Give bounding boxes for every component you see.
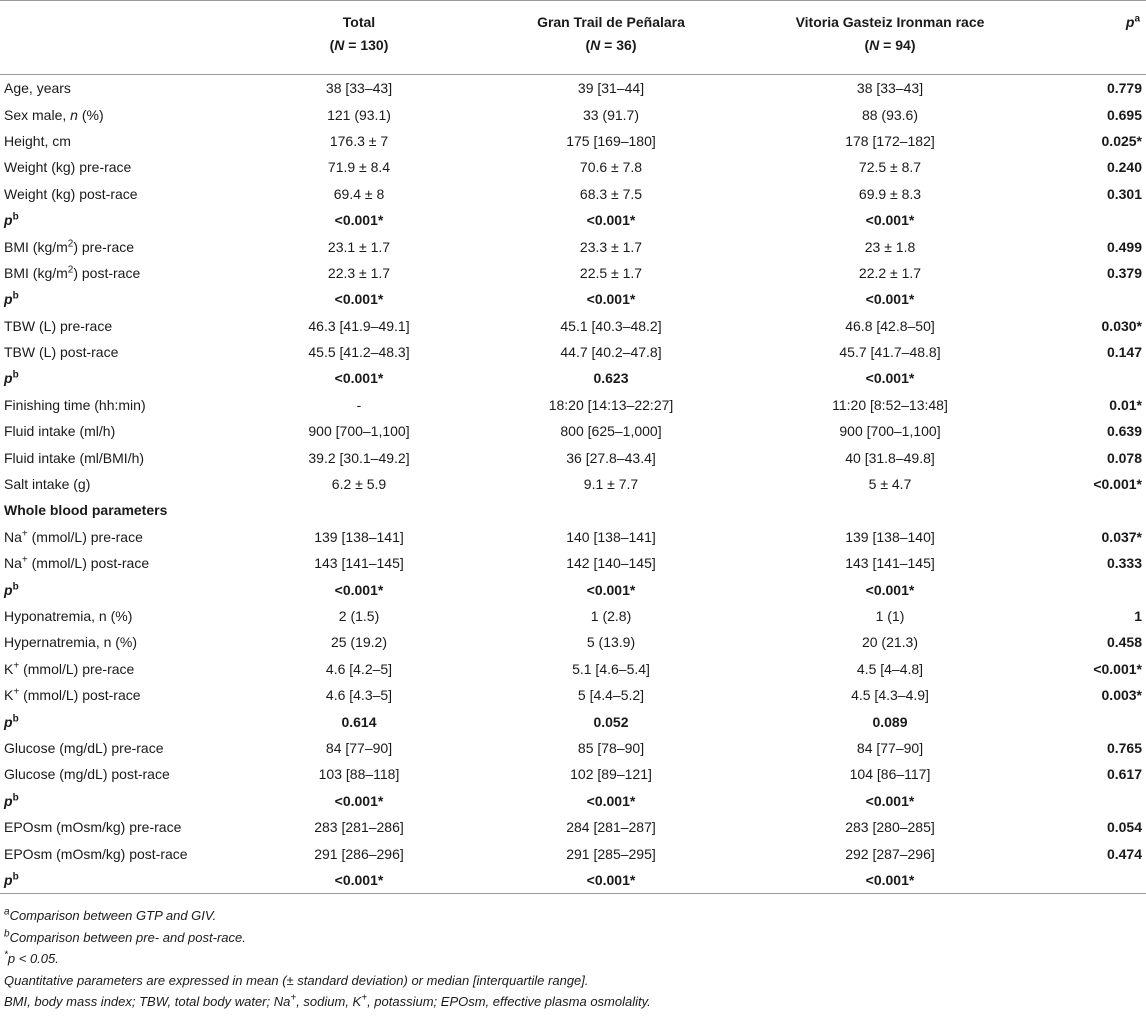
table-row (0, 814, 1146, 840)
cell-p-value: <0.001* (1093, 476, 1142, 493)
table-row (0, 708, 1146, 734)
cell-total: 23.1 ± 1.7 (327, 238, 391, 255)
cell-giv: 5 ± 4.7 (868, 476, 912, 493)
cell-p-value: 0.379 (1106, 264, 1142, 281)
cell-gtp: 9.1 ± 7.7 (583, 476, 639, 493)
footnote-quantitative: Quantitative parameters are expressed in mean (± standard deviation) or median [interquartile range]. (4, 972, 589, 988)
cell-gtp: 23.3 ± 1.7 (579, 238, 643, 255)
row-label: BMI $(kg/m^2)$ post-race (4, 264, 141, 281)
row-label: TBW (L) post-race (4, 344, 119, 361)
cell-p-value (1046, 788, 1146, 814)
cell-gtp: 45.1 [40.3–48.2] (560, 317, 662, 334)
cell-gtp: 5 (13.9) (586, 634, 636, 651)
cell-total: <0.001* (334, 792, 384, 809)
footnote-abbreviations: BMI, body mass index; TBW, total body water; Na+, sodium, K+, potassium; EPOsm, effective plasma osmolality. (4, 992, 651, 1009)
row-label: $p^b$ (4, 290, 19, 308)
row-label: $p^b$ (4, 792, 19, 809)
table-row (0, 735, 1146, 761)
cell-total: 143 [141–145] (314, 555, 404, 572)
cell-giv: 88 (93.6) (861, 106, 919, 123)
cell-p-value (1046, 207, 1146, 233)
table-row (0, 497, 1146, 523)
cell-total: 71.9 ± 8.4 (327, 159, 391, 176)
cell-total: 22.3 ± 1.7 (327, 264, 391, 281)
table-header-row (0, 1, 1146, 75)
cell-gtp: 140 [138–141] (566, 528, 656, 545)
row-label: K+ (mmol/L) post-race (4, 686, 141, 704)
table-row (0, 154, 1146, 180)
row-label: Glucose (mg/dL) pre-race (4, 739, 164, 756)
table-row (0, 233, 1146, 259)
footnote-a: $^a$Comparison between GTP and GIV. (4, 906, 217, 923)
cell-p-value: 0.147 (1106, 344, 1142, 361)
cell-total: 2 (1.5) (338, 608, 380, 624)
cell-giv: 292 [287–296] (845, 845, 935, 862)
cell-p-value: 0.499 (1106, 238, 1142, 255)
cell-total: <0.001* (334, 291, 384, 308)
cell-gtp: 284 [281–287] (566, 819, 656, 836)
cell-total: 900 [700–1,100] (308, 423, 410, 440)
table-row (0, 207, 1146, 233)
header-total: Total (N = 130) (329, 14, 389, 53)
cell-total: - (356, 396, 362, 413)
cell-gtp: <0.001* (586, 871, 636, 888)
cell-p-value: 0.025* (1101, 132, 1142, 149)
table-body (0, 75, 1146, 894)
cell-total: 45.5 [41.2–48.3] (308, 344, 410, 361)
cell-p-value: 0.695 (1106, 106, 1142, 123)
row-label: Na+ (mmol/L) pre-race (4, 528, 143, 545)
cell-giv: 40 [31.8–49.8] (845, 449, 935, 466)
cell-giv: 283 [280–285] (845, 819, 935, 836)
cell-gtp: 70.6 ± 7.8 (579, 159, 643, 176)
row-label: EPOsm (mOsm/kg) post-race (4, 845, 188, 862)
footnote-b: $^b$Comparison between pre- and post-race. (4, 928, 246, 945)
table-row (0, 313, 1146, 339)
cell-total: 121 (93.1) (327, 106, 391, 123)
cell-total: 4.6 [4.2–5] (325, 660, 393, 677)
table-row (0, 788, 1146, 814)
cell-p-value: 0.01* (1109, 396, 1142, 413)
cell-p-value: 0.078 (1106, 449, 1142, 466)
row-label: $p^b$ (4, 871, 19, 888)
cell-giv: 4.5 [4–4.8] (856, 660, 924, 677)
row-label: K+ (mmol/L) pre-race (4, 660, 135, 677)
section-heading: Whole blood parameters (4, 502, 168, 519)
cell-p-value: 0.301 (1106, 185, 1142, 202)
cell-gtp: 291 [285–295] (566, 845, 656, 862)
row-label: Weight (kg) pre-race (4, 159, 132, 176)
cell-p-value: 0.779 (1106, 80, 1142, 97)
cell-p-value: 0.617 (1106, 766, 1142, 783)
table-row (0, 682, 1146, 708)
cell-giv: 22.2 ± 1.7 (858, 264, 922, 281)
table-row (0, 286, 1146, 312)
table-row (0, 365, 1146, 391)
header-p-value: $p^a$ (1125, 13, 1140, 30)
row-label: Age, years (4, 80, 71, 97)
cell-giv: 139 [138–140] (845, 528, 935, 545)
cell-gtp: 0.052 (593, 713, 629, 730)
cell-p-value: 0.765 (1106, 739, 1142, 756)
table-row (0, 576, 1146, 602)
cell-gtp: <0.001* (586, 581, 636, 598)
footnote-significance: *p < 0.05. (4, 949, 59, 966)
cell-total: <0.001* (334, 871, 384, 888)
table-row (0, 181, 1146, 207)
table-row (0, 101, 1146, 127)
cell-p-value: 0.474 (1106, 845, 1142, 862)
row-label: Hyponatremia, n (%) (4, 608, 133, 624)
cell-giv: 11:20 [8:52–13:48] (832, 396, 948, 413)
table-row (0, 471, 1146, 497)
row-label: Sex male, n (%) (4, 106, 104, 123)
row-label: BMI $(kg/m^2)$ pre-race (4, 237, 135, 255)
table-row (0, 75, 1146, 102)
cell-giv: 69.9 ± 8.3 (858, 185, 922, 202)
table-row (0, 418, 1146, 444)
cell-gtp: 0.623 (593, 370, 629, 387)
cell-p-value: <0.001* (1093, 660, 1142, 677)
cell-gtp: <0.001* (586, 212, 636, 229)
table-row (0, 339, 1146, 365)
cell-p-value (1046, 365, 1146, 391)
cell-p-value: 0.333 (1106, 555, 1142, 572)
header-empty (0, 1, 230, 75)
cell-gtp: 5 [4.4–5.2] (577, 687, 645, 704)
cell-gtp: 102 [89–121] (570, 766, 652, 783)
footnotes (4, 905, 651, 1013)
row-label: $p^b$ (4, 211, 19, 229)
cell-gtp: 5.1 [4.6–5.4] (572, 660, 650, 677)
cell-giv: 1 (1) (875, 608, 905, 624)
cell-gtp: 1 (2.8) (590, 608, 632, 624)
header-giv: Vitoria Gasteiz Ironman race (N = 94) (795, 14, 985, 53)
cell-gtp: 36 [27.8–43.4] (566, 449, 656, 466)
table-row (0, 260, 1146, 286)
table-row (0, 867, 1146, 894)
cell-giv: 84 [77–90] (856, 739, 924, 756)
cell-total: 38 [33–43] (325, 80, 393, 97)
row-label: Weight (kg) post-race (4, 185, 138, 202)
cell-giv: 900 [700–1,100] (839, 423, 941, 440)
row-label: $p^b$ (4, 580, 19, 598)
cell-gtp: 22.5 ± 1.7 (579, 264, 643, 281)
header-gtp: Gran Trail de Peñalara (N = 36) (537, 14, 685, 53)
cell-giv: 38 [33–43] (856, 80, 924, 97)
row-label: Height, cm (4, 132, 71, 149)
cell-giv: 178 [172–182] (845, 132, 935, 149)
row-label: TBW (L) pre-race (4, 317, 113, 334)
table-row (0, 603, 1146, 629)
cell-p-value (1046, 286, 1146, 312)
cell-total: 4.6 [4.3–5] (325, 687, 393, 704)
row-label: EPOsm (mOsm/kg) pre-race (4, 819, 182, 836)
table-row (0, 524, 1146, 550)
cell-gtp: 44.7 [40.2–47.8] (560, 344, 662, 361)
cell-gtp: 68.3 ± 7.5 (579, 185, 643, 202)
table-row (0, 444, 1146, 470)
table-row (0, 550, 1146, 576)
cell-giv: 72.5 ± 8.7 (858, 159, 922, 176)
row-label: Salt intake (g) (4, 476, 91, 493)
cell-p-value: 0.030* (1101, 317, 1142, 334)
row-label: $p^b$ (4, 712, 19, 730)
cell-gtp: 33 (91.7) (582, 106, 640, 123)
cell-total: 0.614 (341, 713, 377, 730)
cell-total: 139 [138–141] (314, 528, 404, 545)
cell-total: 46.3 [41.9–49.1] (308, 317, 410, 334)
cell-p-value: 0.003* (1101, 687, 1142, 704)
cell-gtp: 175 [169–180] (566, 132, 656, 149)
cell-p-value: 0.458 (1106, 634, 1142, 651)
cell-p-value: 0.240 (1106, 159, 1142, 176)
cell-giv: 143 [141–145] (845, 555, 935, 572)
cell-total: 103 [88–118] (318, 766, 400, 783)
cell-giv: 46.8 [42.8–50] (845, 317, 935, 334)
cell-giv: <0.001* (865, 291, 915, 308)
row-label: Hypernatremia, n (%) (4, 634, 138, 651)
row-label: Glucose (mg/dL) post-race (4, 766, 170, 783)
row-label: $p^b$ (4, 369, 19, 387)
cell-p-value: 0.639 (1106, 423, 1142, 440)
cell-total: 25 (19.2) (330, 634, 388, 651)
table-row (0, 656, 1146, 682)
table-row (0, 392, 1146, 418)
cell-gtp: 85 [78–90] (577, 739, 645, 756)
cell-gtp: 800 [625–1,000] (560, 423, 662, 440)
cell-total: <0.001* (334, 370, 384, 387)
cell-giv: <0.001* (865, 370, 915, 387)
cell-total: 283 [281–286] (314, 819, 404, 836)
cell-total: 176.3 ± 7 (329, 132, 389, 149)
cell-gtp: 18:20 [14:13–22:27] (548, 396, 674, 413)
row-label: Finishing time (hh:min) (4, 396, 146, 413)
cell-p-value: 0.037* (1101, 528, 1142, 545)
cell-giv: 23 ± 1.8 (864, 238, 916, 255)
cell-total: <0.001* (334, 212, 384, 229)
cell-total: 84 [77–90] (325, 739, 393, 756)
cell-giv: 45.7 [41.7–48.8] (839, 344, 941, 361)
cell-total: 39.2 [30.1–49.2] (308, 449, 410, 466)
cell-p-value: 0.054 (1106, 819, 1142, 836)
cell-giv: 0.089 (872, 713, 908, 730)
cell-giv: 4.5 [4.3–4.9] (851, 687, 929, 704)
cell-giv: 104 [86–117] (849, 766, 931, 783)
cell-total: 69.4 ± 8 (333, 185, 385, 202)
table-row (0, 629, 1146, 655)
cell-giv: 20 (21.3) (861, 634, 919, 651)
cell-giv: <0.001* (865, 581, 915, 598)
table-row (0, 840, 1146, 866)
cell-giv: <0.001* (865, 212, 915, 229)
row-label: Fluid intake (ml/BMI/h) (4, 449, 145, 466)
cell-giv: <0.001* (865, 792, 915, 809)
cell-total: 6.2 ± 5.9 (331, 476, 387, 493)
cell-gtp: <0.001* (586, 291, 636, 308)
cell-gtp: 142 [140–145] (566, 555, 656, 572)
row-label: Na+ (mmol/L) post-race (4, 554, 150, 572)
cell-giv: <0.001* (865, 871, 915, 888)
cell-p-value: 1 (1134, 608, 1142, 624)
cell-gtp: 39 [31–44] (577, 80, 645, 97)
table-row (0, 128, 1146, 154)
cell-total: 291 [286–296] (314, 845, 404, 862)
cell-p-value (1046, 708, 1146, 734)
row-label: Fluid intake (ml/h) (4, 423, 116, 440)
cell-gtp: <0.001* (586, 792, 636, 809)
cell-p-value (1046, 867, 1146, 894)
cell-total: <0.001* (334, 581, 384, 598)
table-row (0, 761, 1146, 787)
cell-p-value (1046, 576, 1146, 602)
